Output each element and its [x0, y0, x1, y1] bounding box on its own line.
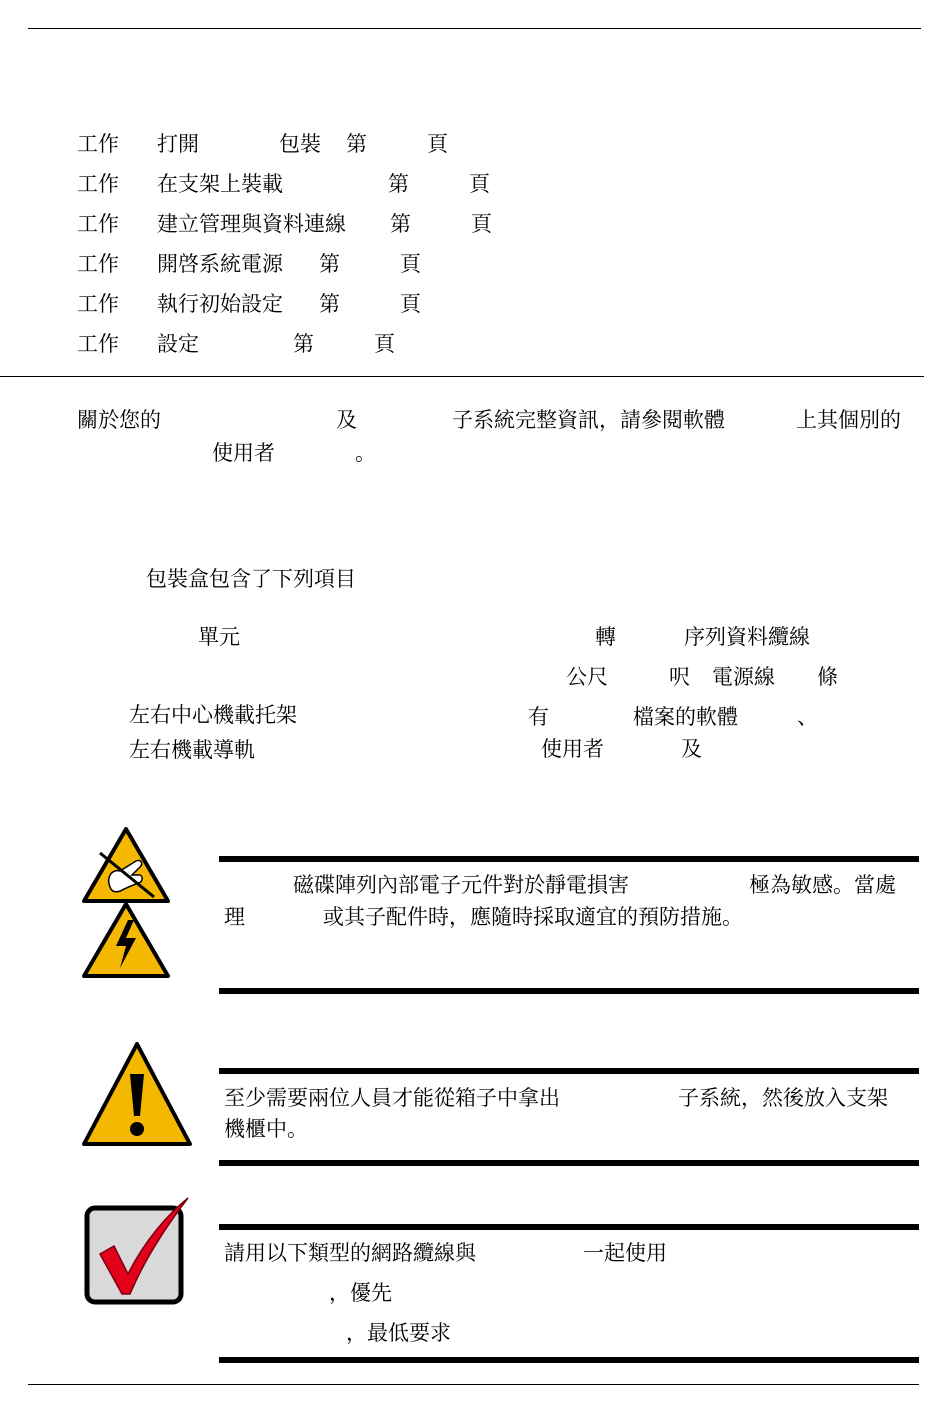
package-right-text: 、 — [797, 705, 818, 729]
package-right-text: 轉 — [595, 625, 616, 649]
task-page-word: 第 — [390, 212, 411, 236]
task-label: 工作 — [77, 332, 119, 356]
package-left-item: 左右中心機載托架 — [129, 703, 297, 727]
caution-text: 理 — [224, 905, 245, 929]
task-page-word: 第 — [319, 252, 340, 276]
task-page-unit: 頁 — [400, 292, 421, 316]
task-page-word: 第 — [319, 292, 340, 316]
task-label: 工作 — [77, 212, 119, 236]
intro-text-3: 子系統完整資訊，請參閱軟體 — [452, 408, 725, 432]
task-page-unit: 頁 — [374, 332, 395, 356]
package-right-text: 電源線 — [712, 665, 775, 689]
top-rule — [28, 28, 921, 29]
task-page-unit: 頁 — [471, 212, 492, 236]
task-label: 工作 — [77, 252, 119, 276]
note-top-rule — [219, 1224, 919, 1230]
task-page-unit: 頁 — [469, 172, 490, 196]
note-text: 一起使用 — [583, 1241, 667, 1265]
intro-text-2: 及 — [336, 408, 357, 432]
package-right-text: 及 — [681, 737, 702, 761]
task-title: 建立管理與資料連線 — [157, 212, 346, 236]
caution-top-rule — [219, 856, 919, 862]
task-label: 工作 — [77, 172, 119, 196]
intro-text-1: 關於您的 — [77, 408, 161, 432]
package-right-text: 呎 — [669, 665, 690, 689]
warning-top-rule — [219, 1068, 919, 1074]
task-page-word: 第 — [346, 132, 367, 156]
package-right-text: 檔案的軟體 — [633, 705, 738, 729]
package-right-text: 有 — [528, 705, 549, 729]
task-label: 工作 — [77, 132, 119, 156]
section-rule — [0, 376, 924, 377]
intro-text-4: 上其個別的 — [796, 408, 901, 432]
package-right-text: 公尺 — [566, 665, 608, 689]
package-right-text: 使用者 — [541, 737, 604, 761]
task-title: 打開 — [157, 132, 199, 156]
intro-text-5: 使用者 — [212, 441, 275, 465]
package-right-text: 序列資料纜線 — [684, 625, 810, 649]
esd-warning-icon — [80, 825, 172, 905]
note-text: ，最低要求 — [346, 1321, 451, 1345]
caution-text: 極為敏感。當處 — [749, 873, 896, 897]
package-right-text: 條 — [817, 665, 838, 689]
exclamation-warning-icon — [80, 1040, 194, 1148]
checkmark-note-icon — [82, 1196, 194, 1308]
task-page-unit: 頁 — [400, 252, 421, 276]
caution-text: 磁碟陣列內部電子元件對於靜電損害 — [293, 873, 629, 897]
package-heading: 包裝盒包含了下列項目 — [146, 567, 356, 591]
note-bottom-rule — [219, 1357, 919, 1363]
warning-text: 至少需要兩位人員才能從箱子中拿出 — [224, 1086, 560, 1110]
task-label: 工作 — [77, 292, 119, 316]
caution-bottom-rule — [219, 988, 919, 994]
task-title: 執行初始設定 — [157, 292, 283, 316]
task-title: 在支架上裝載 — [157, 172, 283, 196]
task-mid: 包裝 — [279, 132, 321, 156]
warning-text: 子系統，然後放入支架 — [678, 1086, 888, 1110]
bottom-rule — [28, 1384, 919, 1385]
task-page-word: 第 — [293, 332, 314, 356]
intro-text-6: 。 — [355, 441, 376, 465]
caution-text: 或其子配件時，應隨時採取適宜的預防措施。 — [323, 905, 743, 929]
task-title: 開啓系統電源 — [157, 252, 283, 276]
warning-bottom-rule — [219, 1160, 919, 1166]
warning-text: 機櫃中。 — [224, 1117, 308, 1141]
task-page-unit: 頁 — [427, 132, 448, 156]
package-left-item: 左右機載導軌 — [129, 738, 255, 762]
note-text: 請用以下類型的網路纜線與 — [224, 1241, 476, 1265]
electric-shock-warning-icon — [80, 900, 172, 980]
package-left-item: 單元 — [198, 625, 240, 649]
note-text: ，優先 — [329, 1281, 392, 1305]
task-page-word: 第 — [388, 172, 409, 196]
task-title: 設定 — [157, 332, 199, 356]
